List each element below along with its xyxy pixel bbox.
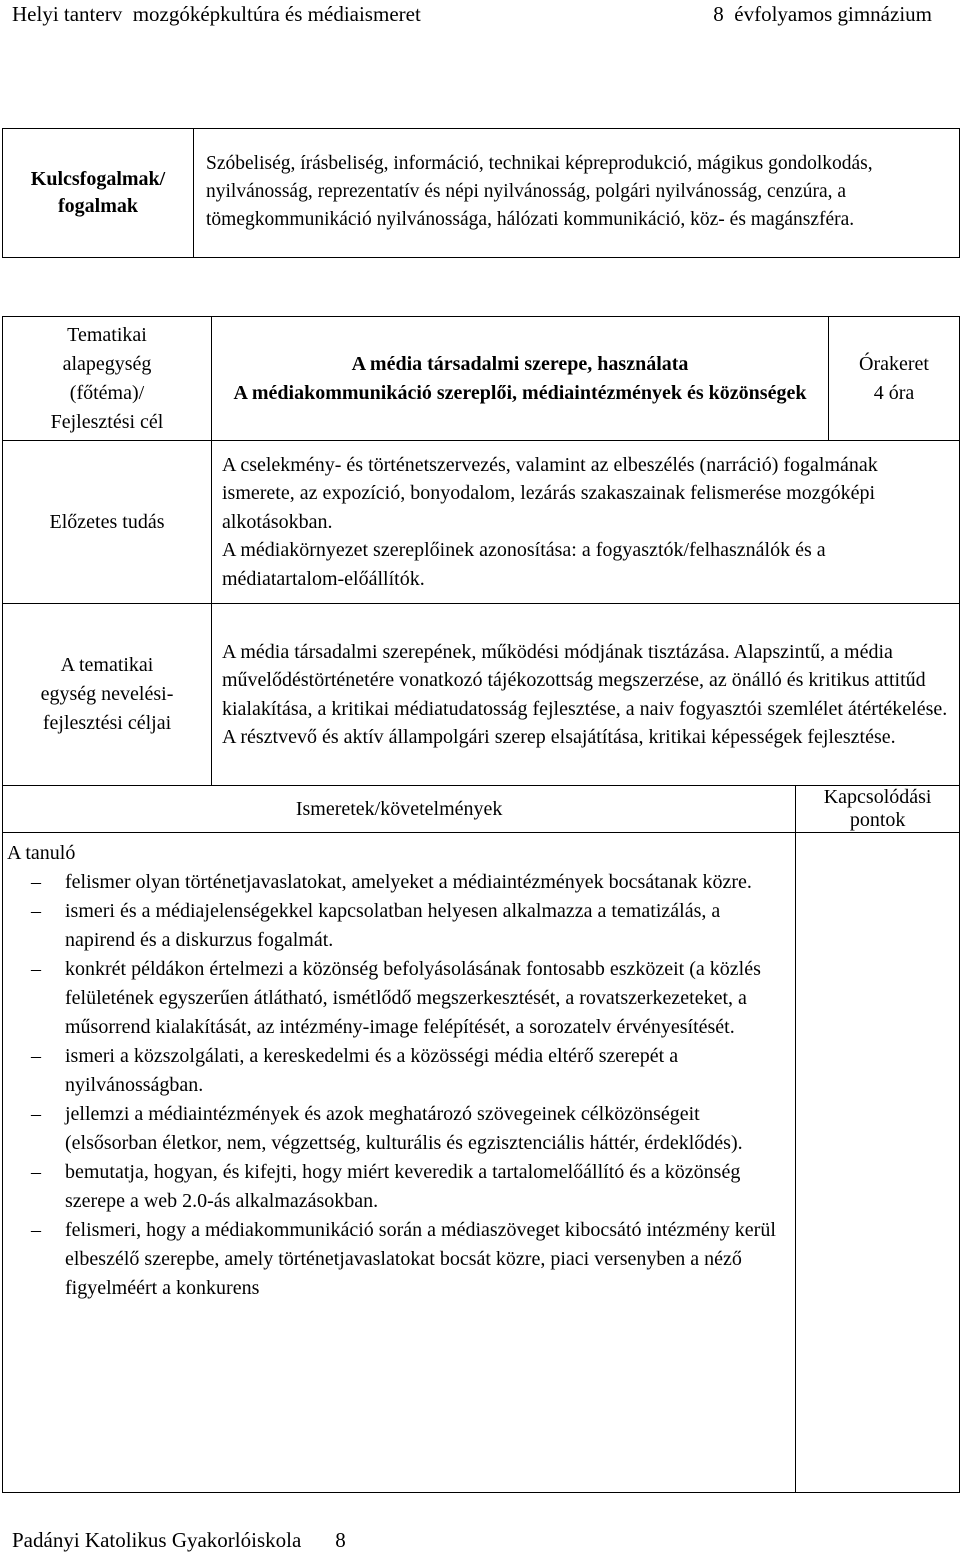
footer-school: Padányi Katolikus Gyakorlóiskola xyxy=(12,1528,302,1552)
list-item-text: ismeri és a médiajelenségekkel kapcsolatban helyesen alkalmazza a tematizálás, a napirend és a diskurzus fogalmát. xyxy=(65,900,721,951)
header-left: Helyi tanterv mozgóképkultúra és médiaismeret xyxy=(12,2,421,26)
keywords-label-line: fogalmak xyxy=(58,195,138,217)
keywords-text: Szóbeliség, írásbeliség, információ, technikai képreprodukció, mágikus gondolkodás, nyilvánosság, reprezentatív és népi nyilvánosság, polgári nyilvánosság, cenzúra, a tömegkommunikáció nyilvánossága, hálózati kommunikáció, köz- és magánszféra. xyxy=(194,129,960,258)
goals-label-line: A tematikai xyxy=(60,654,154,676)
list-item-text: felismer olyan történetjavaslatokat, amelyeket a médiaintézmények bocsátanak közre. xyxy=(65,871,752,893)
prior-para: A cselekmény- és történetszervezés, valamint az elbeszélés (narráció) fogalmának ismerete, az expozíció, bonyodalom, lezárás szakaszainak felismerése mozgóképi alkotásokban. xyxy=(222,453,878,533)
unit-title-line: A médiakommunikáció szereplői, médiaintézmények és közönségek xyxy=(233,381,807,404)
list-item xyxy=(7,1216,787,1303)
dash-bullet: – xyxy=(31,1103,41,1125)
requirements-list xyxy=(7,868,787,1303)
unit-label-line: Fejlesztési cél xyxy=(50,410,164,433)
keywords-label-line: Kulcsfogalmak/ xyxy=(30,168,166,190)
list-item xyxy=(7,1158,787,1216)
list-item xyxy=(7,897,787,955)
page-footer xyxy=(12,1528,346,1553)
dash-bullet: – xyxy=(31,871,41,893)
hours-label: Órakeret xyxy=(859,352,929,375)
unit-label xyxy=(3,317,212,441)
hours-cell xyxy=(829,317,960,441)
goals-label xyxy=(3,604,212,786)
goals-label-line: fejlesztési céljai xyxy=(42,712,172,734)
unit-label-line: Tematikai xyxy=(67,323,147,346)
goals-text: A média társadalmi szerepének, működési módjának tisztázása. Alapszintű, a média művelődéstörténetére vonatkozó tájékozottság megszerzése, az önálló és kritikus attitűd kialakítása, a kritikai médiatudatosság fejlesztése, a naiv fogyasztói szemlélet átértékelése. A résztvevő és aktív állampolgári szerep elsajátítása, kritikai képességek fejlesztése. xyxy=(212,604,960,786)
keywords-label xyxy=(3,129,194,258)
list-item xyxy=(7,955,787,1042)
list-item-text: jellemzi a médiaintézmények és azok meghatározó szövegeinek célközönségeit (elsősorban életkor, nem, végzettség, kulturális és egzisztenciális háttér, érdeklődés). xyxy=(65,1103,743,1154)
list-item xyxy=(7,1100,787,1158)
dash-bullet: – xyxy=(31,958,41,980)
hours-value: 4 óra xyxy=(873,381,915,404)
prior-label: Előzetes tudás xyxy=(3,441,212,604)
keywords-table xyxy=(2,128,960,258)
unit-label-line: (főtéma)/ xyxy=(69,381,145,404)
goals-label-line: egység nevelési- xyxy=(40,683,174,705)
header-right: 8 évfolyamos gimnázium xyxy=(713,2,932,26)
list-item xyxy=(7,1042,787,1100)
dash-bullet: – xyxy=(31,1161,41,1183)
links-header: Kapcsolódási pontok xyxy=(796,786,960,833)
footer-page-number: 8 xyxy=(335,1528,346,1552)
requirements-header: Ismeretek/követelmények xyxy=(3,786,796,833)
unit-label-line: alapegység xyxy=(62,352,152,375)
list-item-text: bemutatja, hogyan, és kifejti, hogy miért keveredik a tartalomelőállító és a közönség szerepe a web 2.0-ás alkalmazásokban. xyxy=(65,1161,741,1212)
prior-para: A médiakörnyezet szereplőinek azonosítása: a fogyasztók/felhasználók és a médiatartalom-előállítók. xyxy=(222,539,826,590)
prior-text xyxy=(212,441,960,604)
unit-title xyxy=(212,317,829,441)
page-header xyxy=(0,0,960,30)
dash-bullet: – xyxy=(31,900,41,922)
list-item-text: felismeri, hogy a médiakommunikáció során a médiaszöveget kibocsátó intézmény kerül elbeszélő szerepbe, amely történetjavaslatokat bocsát közre, piaci versenyben a néző figyelméért a konkurens xyxy=(65,1219,776,1299)
unit-title-line: A média társadalmi szerepe, használata xyxy=(351,352,689,375)
links-body xyxy=(796,833,960,1493)
list-item xyxy=(7,868,787,897)
requirements-intro: A tanuló xyxy=(7,842,76,864)
dash-bullet: – xyxy=(31,1219,41,1241)
requirements-body xyxy=(3,833,796,1493)
dash-bullet: – xyxy=(31,1045,41,1067)
unit-table xyxy=(2,316,960,1493)
list-item-text: konkrét példákon értelmezi a közönség befolyásolásának fontosabb eszközeit (a közlés felületének egyszerűen átlátható, ismétlődő megszerkesztését, a rovatszerkezeteket, a műsorrend kialakítását, az intézmény-image felépítését, a sorozatelv érvényesítését. xyxy=(65,958,761,1038)
list-item-text: ismeri a közszolgálati, a kereskedelmi és a közösségi média eltérő szerepét a nyilvánosságban. xyxy=(65,1045,679,1096)
